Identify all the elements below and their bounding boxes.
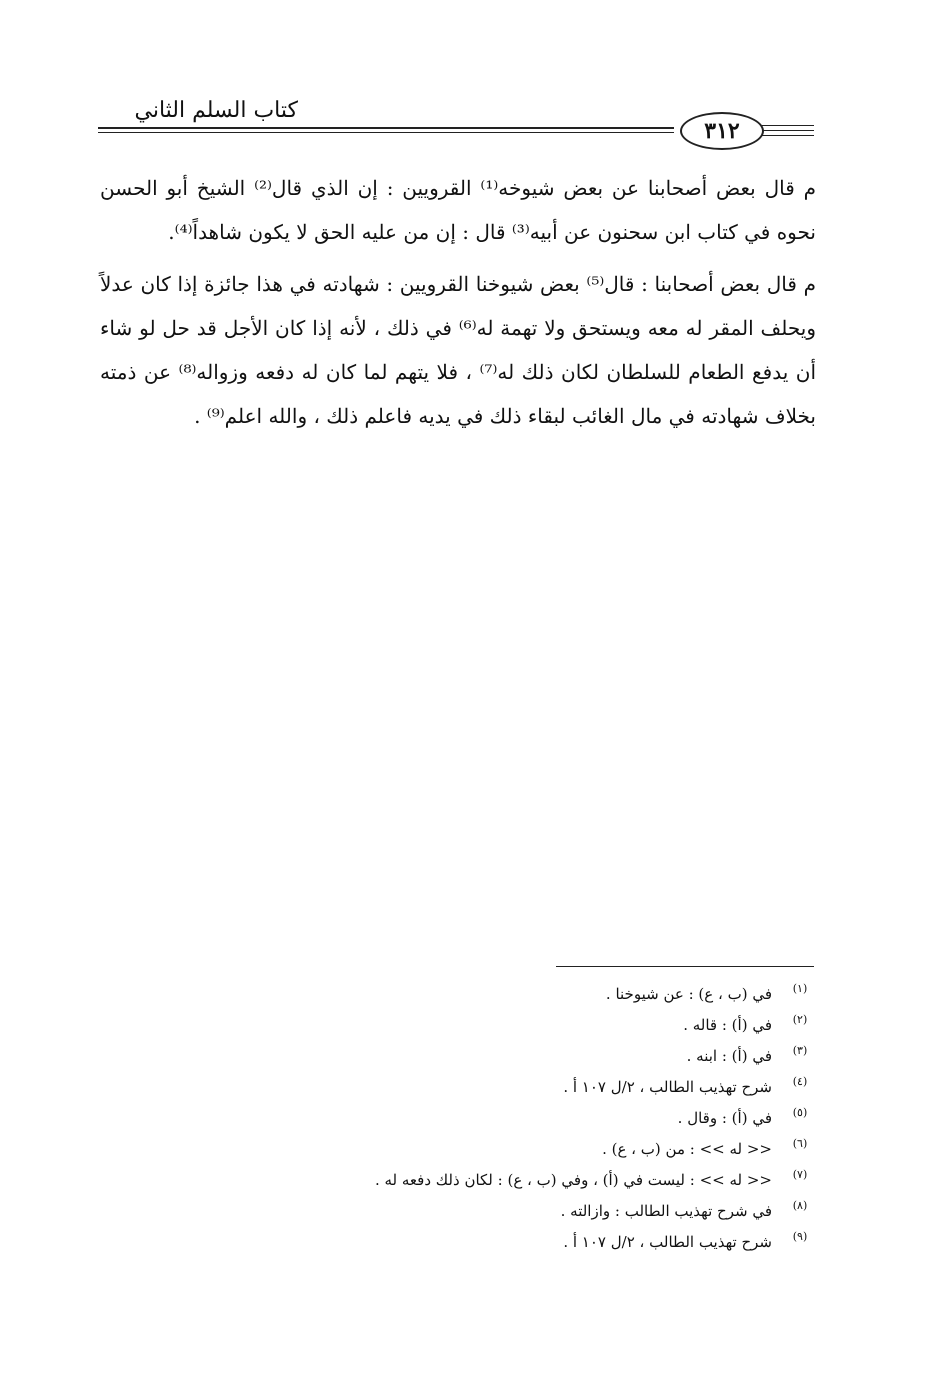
footnote-text: << له >> : من (ب ، ع) .	[602, 1139, 772, 1158]
page-header	[0, 0, 938, 160]
footnote-number: (٩)	[792, 1230, 808, 1243]
footnote-number: (٤)	[792, 1075, 808, 1088]
page-number: ٣١٢	[680, 112, 764, 150]
footnote-text: شرح تهذيب الطالب ، ٢/ل ١٠٧ أ .	[563, 1232, 772, 1251]
main-text	[100, 166, 816, 446]
footnote-item	[300, 1164, 820, 1195]
footnote-number: (٧)	[792, 1168, 808, 1181]
footnote-number: (٦)	[792, 1137, 808, 1150]
footnote-item	[300, 1226, 820, 1257]
header-rule-right-3	[762, 135, 814, 136]
footnote-number: (٢)	[792, 1013, 808, 1026]
paragraph-2: م قال بعض أصحابنا : قال⁽⁵⁾ بعض شيوخنا القرويين : شهادته في هذا جائزة إذا كان عدلاً ويحلف المقر له معه ويستحق ولا تهمة له⁽⁶⁾ في ذلك ، لأنه إذا كان الأجل قد حل لو شاء أن يدفع الطعام للسلطان لكان ذلك له⁽⁷⁾ ، فلا يتهم لما كان له دفعه وزواله⁽⁸⁾ عن ذمته بخلاف شهادته في مال الغائب لبقاء ذلك في يديه فاعلم ذلك ، والله اعلم⁽⁹⁾ .	[100, 272, 817, 428]
footnote-item	[300, 978, 820, 1009]
footnote-item	[300, 1071, 820, 1102]
footnote-text: في (أ) : ابنه .	[686, 1046, 772, 1065]
footnote-number: (٥)	[792, 1106, 808, 1119]
footnote-text: في (أ) : وقال .	[677, 1108, 772, 1127]
footnote-item	[300, 1195, 820, 1226]
footnote-number: (٣)	[792, 1044, 808, 1057]
footnote-item	[300, 1040, 820, 1071]
footnote-number: (١)	[792, 982, 808, 995]
footnote-item	[300, 1009, 820, 1040]
header-rule-right-1	[762, 125, 814, 126]
footnote-text: في شرح تهذيب الطالب : وازالته .	[560, 1201, 772, 1220]
footnote-item	[300, 1102, 820, 1133]
header-rule	[98, 127, 674, 129]
footnotes	[300, 978, 820, 1257]
header-rule-right-2	[762, 130, 814, 131]
footnote-item	[300, 1133, 820, 1164]
paragraph-1: م قال بعض أصحابنا عن بعض شيوخه⁽¹⁾ القرويين : إن الذي قال⁽²⁾ الشيخ أبو الحسن نحوه في كتاب ابن سحنون عن أبيه⁽³⁾ قال : إن من عليه الحق لا يكون شاهداً⁽⁴⁾.	[100, 176, 816, 244]
footnote-number: (٨)	[792, 1199, 808, 1212]
footnote-text: شرح تهذيب الطالب ، ٢/ل ١٠٧ أ .	[563, 1077, 772, 1096]
footnote-separator	[556, 966, 814, 967]
running-title: كتاب السلم الثاني	[134, 98, 298, 123]
footnote-text: في (أ) : قاله .	[683, 1015, 772, 1034]
header-rule-thin	[98, 132, 674, 133]
footnote-text: << له >> : ليست في (أ) ، وفي (ب ، ع) : لكان ذلك دفعه له .	[374, 1170, 772, 1189]
footnote-text: في (ب ، ع) : عن شيوخنا .	[605, 984, 772, 1003]
